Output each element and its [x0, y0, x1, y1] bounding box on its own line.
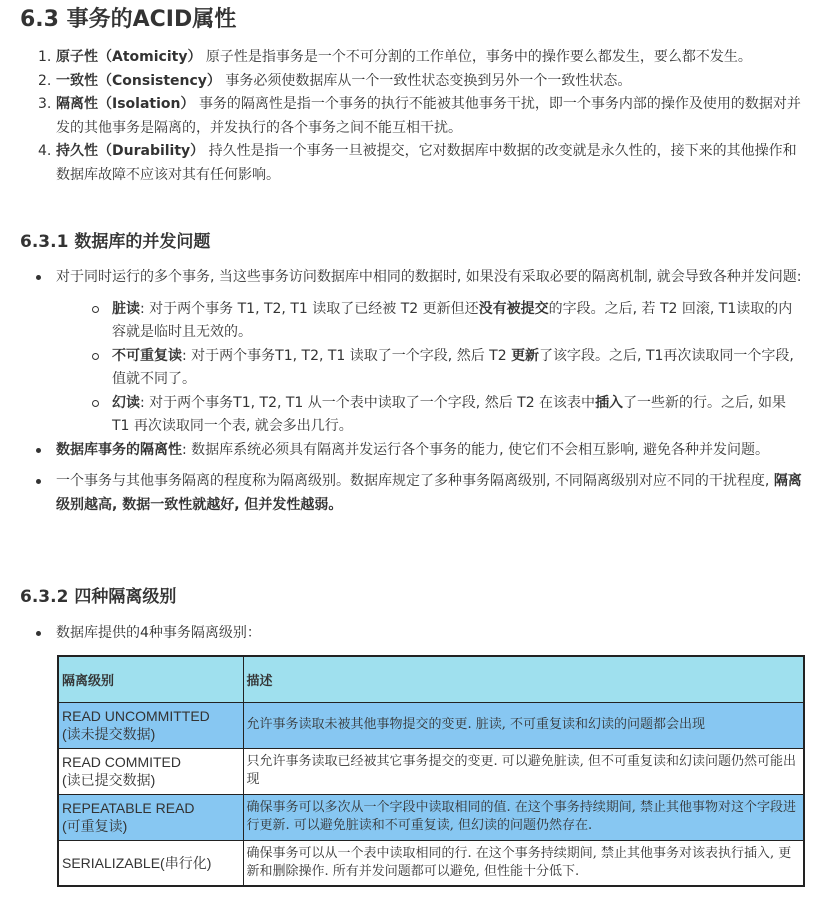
concurrency-intro: 对于同时运行的多个事务, 当这些事务访问数据库中相同的数据时, 如果没有采取必要的隔离机制, 就会导致各种并发问题:: [56, 269, 802, 285]
concurrency-list: [36, 266, 806, 517]
level-name: SERIALIZABLE(串行化): [62, 854, 212, 871]
problem-emphasis: 插入: [595, 394, 624, 411]
section-title: 6.3 事务的ACID属性: [20, 7, 237, 32]
bullet-icon: [36, 275, 41, 280]
problem-term: 不可重复读: [112, 347, 182, 364]
isolation-table: [57, 655, 805, 887]
problem-term: 幻读: [112, 394, 140, 411]
item-number: 3.: [38, 96, 52, 112]
problem-text: 了一些新的行。之后, 如果 T1 再次读取同一个表, 就会多出几行。: [112, 394, 786, 434]
list-item: [92, 298, 806, 345]
list-item: [92, 392, 806, 439]
level-name-cell: [58, 840, 243, 886]
acid-term: 持久性（Durability）: [56, 143, 205, 159]
list-item: [38, 70, 808, 94]
level-name-cell: [58, 702, 243, 748]
problem-text: : 对于两个事务T1, T2, T1 从一个表中读取了一个字段, 然后 T2 在该表中: [140, 394, 596, 411]
level-name-cn: (读未提交数据): [62, 726, 156, 742]
isolation-term: 数据库事务的隔离性: [56, 441, 182, 458]
list-item: [38, 93, 808, 140]
level-desc-cell: 确保事务可以多次从一个字段中读取相同的值. 在这个事务持续期间, 禁止其他事物对这个字段进行更新. 可以避免脏读和不可重复读, 但幻读的问题仍然存在.: [243, 794, 804, 840]
concurrency-title: 6.3.1 数据库的并发问题: [20, 232, 211, 252]
acid-term: 原子性（Atomicity）: [56, 49, 202, 65]
level-desc-cell: 允许事务读取未被其他事物提交的变更. 脏读, 不可重复读和幻读的问题都会出现: [243, 702, 804, 748]
table-row: [58, 748, 804, 794]
bullet-icon: [36, 479, 41, 484]
acid-list: [38, 46, 808, 187]
level-desc-cell: 只允许事务读取已经被其它事务提交的变更. 可以避免脏读, 但不可重复读和幻读问题仍然可能出现: [243, 748, 804, 794]
bullet-icon: [36, 448, 41, 453]
list-item: [36, 622, 806, 646]
table-row: [58, 794, 804, 840]
level-name-cell: [58, 794, 243, 840]
list-item: [36, 470, 806, 517]
problem-term: 脏读: [112, 300, 140, 317]
acid-text: 事务的隔离性是指一个事务的执行不能被其他事务干扰，即一个事务内部的操作及使用的数据对并发的其他事务是隔离的，并发执行的各个事务之间不能互相干扰。: [56, 96, 801, 136]
acid-text: 原子性是指事务是一个不可分割的工作单位，事务中的操作要么都发生，要么都不发生。: [205, 49, 752, 65]
level-name: REPEATABLE READ: [62, 800, 195, 816]
item-number: 1.: [38, 49, 52, 65]
circle-bullet-icon: [92, 353, 99, 360]
table-header-row: [58, 656, 804, 702]
acid-text: 持久性是指一个事务一旦被提交，它对数据库中数据的改变就是永久性的，接下来的其他操作和数据库故障不应该对其有任何影响。: [56, 143, 797, 183]
problem-emphasis: 没有被提交: [478, 300, 549, 317]
item-number: 4.: [38, 143, 52, 159]
circle-bullet-icon: [92, 306, 99, 313]
list-item: [36, 266, 806, 439]
circle-bullet-icon: [92, 400, 99, 407]
level-name: READ COMMITED: [62, 754, 181, 770]
levels-title: 6.3.2 四种隔离级别: [20, 587, 177, 607]
acid-term: 一致性（Consistency）: [56, 72, 221, 89]
bullet-icon: [36, 631, 41, 636]
level-name: READ UNCOMMITTED: [62, 708, 210, 724]
problem-text: 的字段。之后, 若 T2 回滚, T1读取的内容就是临时且无效的。: [112, 300, 793, 340]
problem-text: : 对于两个事务T1, T2, T1 读取了一个字段, 然后 T2: [182, 347, 512, 364]
levels-list: [36, 622, 806, 646]
list-item: [38, 140, 808, 187]
level-name-cn: (读已提交数据): [62, 772, 156, 788]
level-name-cell: [58, 748, 243, 794]
table-row: [58, 840, 804, 886]
level-text: 一个事务与其他事务隔离的程度称为隔离级别。数据库规定了多种事务隔离级别, 不同隔离级别对应不同的干扰程度,: [56, 473, 774, 489]
level-desc-cell: 确保事务可以从一个表中读取相同的行. 在这个事务持续期间, 禁止其他事务对该表执行插入, 更新和删除操作. 所有并发问题都可以避免, 但性能十分低下.: [243, 840, 804, 886]
table-row: [58, 702, 804, 748]
isolation-text: : 数据库系统必须具有隔离并发运行各个事务的能力, 使它们不会相互影响, 避免各种并发问题。: [182, 441, 769, 458]
level-name-cn: (可重复读): [62, 818, 128, 834]
levels-intro: 数据库提供的4种事务隔离级别：: [56, 625, 261, 641]
level-emphasis: 隔离级别越高, 数据一致性就越好, 但并发性越弱。: [56, 473, 802, 513]
list-item: [38, 46, 808, 70]
list-item: [92, 345, 806, 392]
acid-text: 事务必须使数据库从一个一致性状态变换到另外一个一致性状态。: [225, 72, 632, 89]
problem-text: : 对于两个事务 T1, T2, T1 读取了已经被 T2 更新但还: [140, 300, 479, 317]
problem-list: [92, 298, 806, 439]
list-item: [36, 439, 806, 463]
item-number: 2.: [38, 72, 52, 89]
problem-text: 了该字段。之后, T1再次读取同一个字段, 值就不同了。: [112, 347, 794, 387]
header-level: 隔离级别: [58, 656, 243, 702]
header-description: 描述: [243, 656, 804, 702]
acid-term: 隔离性（Isolation）: [56, 96, 195, 112]
problem-emphasis: 更新: [511, 347, 540, 364]
